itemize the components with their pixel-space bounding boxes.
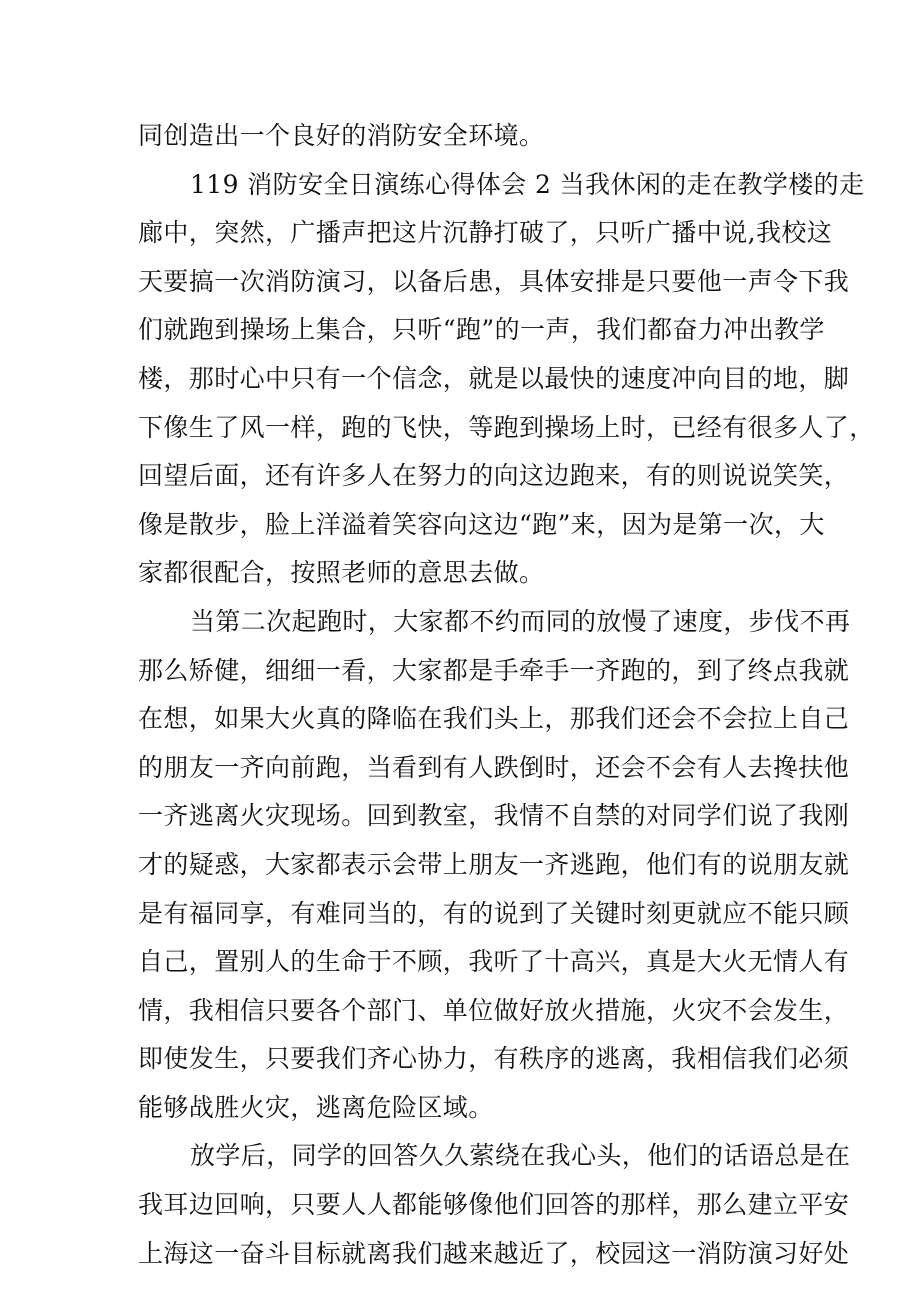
text-line: 放学后，同学的回答久久萦绕在我心头，他们的话语总是在 [190,1141,851,1171]
paragraph-after-school [138,1132,851,1278]
text-line: 一齐逃离火灾现场。回到教室，我情不自禁的对同学们说了我刚 [138,801,850,831]
text-line: 119 消防安全日演练心得体会 2 当我休闲的走在教学楼的走 [190,169,865,199]
text-line: 下像生了风一样，跑的飞快，等跑到操场上时，已经有很多人了， [138,412,875,442]
text-line: 同创造出一个良好的消防安全环境。 [138,121,545,150]
text-line: 家都很配合，按照老师的意思去做。 [138,558,545,588]
text-line: 回望后面，还有许多人在努力的向这边跑来，有的则说说笑笑， [138,461,850,491]
paragraph-second-run [138,598,851,1133]
text-line: 天要搞一次消防演习，以备后患，具体安排是只要他一声令下我 [138,266,850,296]
text-line: 能够战胜火灾，逃离危险区域。 [138,1092,494,1122]
text-line: 的朋友一齐向前跑，当看到有人跌倒时，还会不会有人去搀扶他 [138,752,850,782]
document-page [138,112,875,1278]
text-line: 即使发生，只要我们齐心协力，有秩序的逃离，我相信我们必须 [138,1044,850,1074]
text-line: 自己，置别人的生命于不顾，我听了十高兴，真是大火无情人有 [138,947,850,977]
text-line: 我耳边回响，只要人人都能够像他们回答的那样，那么建立平安 [138,1190,850,1220]
text-line: 楼，那时心中只有一个信念，就是以最快的速度冲向目的地，脚 [138,363,850,393]
text-line: 上海这一奋斗目标就离我们越来越近了，校园这一消防演习好处 [138,1238,850,1268]
paragraph-continuation [138,112,788,161]
text-line: 像是散步，脸上洋溢着笑容向这边“跑”来，因为是第一次，大 [138,509,825,539]
text-line: 那么矫健，细细一看，大家都是手牵手一齐跑的，到了终点我就 [138,655,850,685]
text-line: 情，我相信只要各个部门、单位做好放火措施，火灾不会发生， [138,995,850,1025]
text-line: 才的疑惑，大家都表示会带上朋友一齐逃跑，他们有的说朋友就 [138,849,850,879]
text-line: 是有福同享，有难同当的，有的说到了关键时刻更就应不能只顾 [138,898,850,928]
text-line: 们就跑到操场上集合，只听“跑”的一声，我们都奋力冲出教学 [138,315,825,345]
text-line: 在想，如果大火真的降临在我们头上，那我们还会不会拉上自己 [138,704,850,734]
text-line: 当第二次起跑时，大家都不约而同的放慢了速度，步伐不再 [190,606,851,636]
text-line: 廊中，突然，广播声把这片沉静打破了，只听广播中说,我校这 [138,218,833,248]
paragraph-drill-experience [138,161,875,598]
